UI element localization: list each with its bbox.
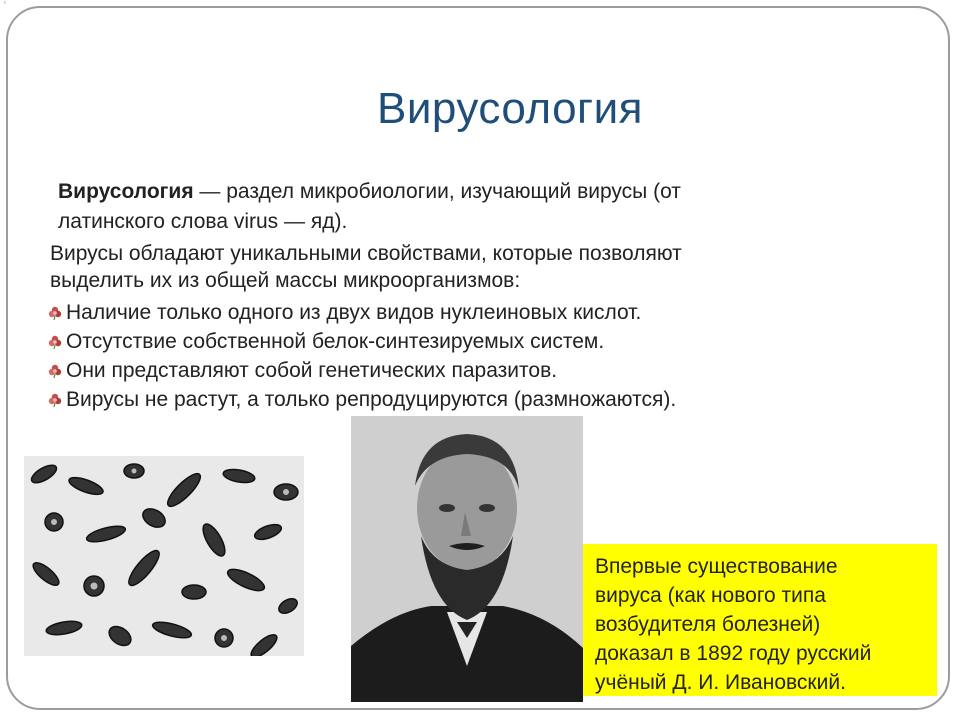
list-item: [48, 385, 868, 414]
note-line-1: Впервые существование: [595, 555, 838, 578]
flower-bullet-icon: [48, 335, 62, 349]
definition-paragraph: [58, 177, 818, 237]
note-line-3: возбудителя болезней): [595, 613, 821, 636]
bullet-text: Отсутствие собственной белок-синтезируемых систем.: [66, 330, 605, 353]
intro-paragraph: [50, 240, 830, 294]
note-line-2: вируса (как нового типа: [595, 584, 826, 607]
flower-bullet-icon: [48, 393, 62, 407]
list-item: [48, 298, 868, 327]
note-line-4: доказал в 1892 году русский: [595, 642, 872, 665]
flower-bullet-icon: [48, 364, 62, 378]
list-item: [48, 327, 868, 356]
list-item: [48, 356, 868, 385]
note-line-5: учёный Д. И. Ивановский.: [595, 671, 846, 694]
bullet-text: Вирусы не растут, а только репродуцируются (размножаются).: [66, 388, 677, 411]
historical-note-box: [583, 544, 937, 696]
flower-bullet-icon: [48, 306, 62, 320]
definition-term: Вирусология: [58, 180, 194, 203]
virus-micrograph-image: [24, 456, 304, 656]
ivanovsky-portrait-image: [351, 416, 583, 702]
corner-mark: ': [4, 0, 6, 10]
definition-line-2: латинского слова virus — яд).: [58, 210, 348, 233]
definition-line-1-text: — раздел микробиологии, изучающий вирусы (от: [193, 180, 681, 203]
slide-title: Вирусология: [377, 84, 643, 133]
properties-list: [48, 298, 868, 414]
definition-line-1: [58, 177, 818, 207]
intro-line-1: Вирусы обладают уникальными свойствами, которые позволяют: [50, 242, 682, 265]
bullet-text: Они представляют собой генетических паразитов.: [66, 359, 558, 382]
bullet-text: Наличие только одного из двух видов нуклеиновых кислот.: [66, 301, 642, 324]
intro-line-2: выделить их из общей массы микроорганизмов:: [50, 269, 521, 292]
